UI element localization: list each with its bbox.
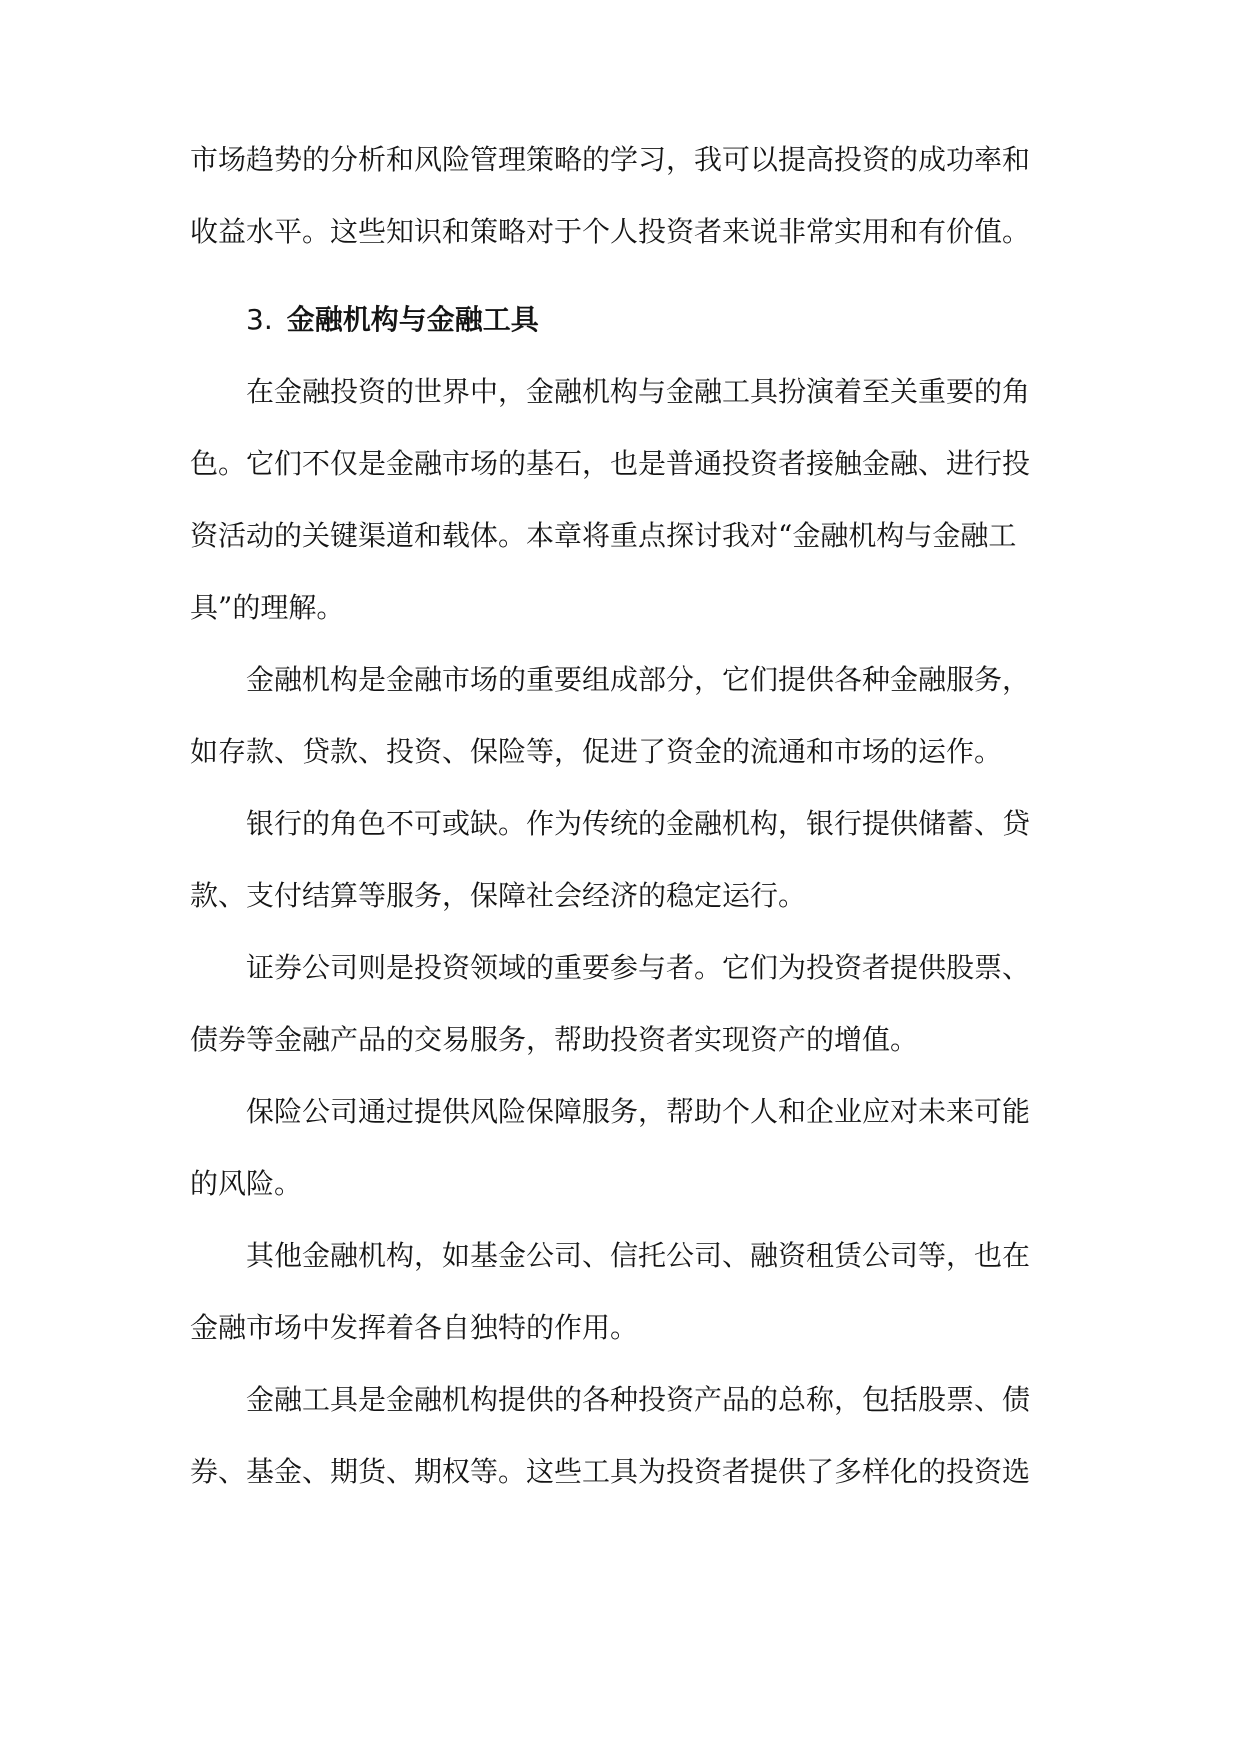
paragraph-financial-instruments (190, 1364, 1065, 1508)
paragraph-line: 具”的理解。 (190, 591, 345, 624)
intro-line-1: 市场趋势的分析和风险管理策略的学习，我可以提高投资的成功率和 (190, 143, 1031, 176)
section-number: 3. (246, 303, 273, 336)
paragraph-line: 金融机构是金融市场的重要组成部分，它们提供各种金融服务， (246, 663, 1031, 696)
paragraph-line: 证券公司则是投资领域的重要参与者。它们为投资者提供股票、 (246, 951, 1031, 984)
paragraph-insurance (190, 1076, 1065, 1220)
paragraph-line: 款、支付结算等服务，保障社会经济的稳定运行。 (190, 879, 807, 912)
paragraph-line: 其他金融机构，如基金公司、信托公司、融资租赁公司等，也在 (246, 1239, 1031, 1272)
document-body (190, 124, 1065, 1508)
paragraph-other-institutions (190, 1220, 1065, 1364)
paragraph-financial-institutions (190, 644, 1065, 788)
paragraph-line: 色。它们不仅是金融市场的基石，也是普通投资者接触金融、进行投 (190, 447, 1031, 480)
paragraph-line: 债券等金融产品的交易服务，帮助投资者实现资产的增值。 (190, 1023, 919, 1056)
paragraph-line: 的风险。 (190, 1167, 303, 1200)
paragraph-line: 银行的角色不可或缺。作为传统的金融机构，银行提供储蓄、贷 (246, 807, 1031, 840)
paragraph-line: 金融市场中发挥着各自独特的作用。 (190, 1311, 639, 1344)
paragraph-line: 在金融投资的世界中，金融机构与金融工具扮演着至关重要的角 (246, 375, 1031, 408)
paragraph-line: 金融工具是金融机构提供的各种投资产品的总称，包括股票、债 (246, 1383, 1031, 1416)
section-heading (190, 284, 1065, 356)
paragraph-line: 如存款、贷款、投资、保险等，促进了资金的流通和市场的运作。 (190, 735, 1003, 768)
paragraph-securities (190, 932, 1065, 1076)
section-title: 金融机构与金融工具 (286, 303, 539, 336)
paragraph-banks (190, 788, 1065, 932)
paragraph-line: 保险公司通过提供风险保障服务，帮助个人和企业应对未来可能 (246, 1095, 1031, 1128)
paragraph-line: 券、基金、期货、期权等。这些工具为投资者提供了多样化的投资选 (190, 1455, 1031, 1488)
paragraph-intro-institutions (190, 356, 1065, 644)
paragraph-line: 资活动的关键渠道和载体。本章将重点探讨我对“金融机构与金融工 (190, 519, 1017, 552)
intro-paragraph (190, 124, 1065, 268)
intro-line-2: 收益水平。这些知识和策略对于个人投资者来说非常实用和有价值。 (190, 215, 1031, 248)
